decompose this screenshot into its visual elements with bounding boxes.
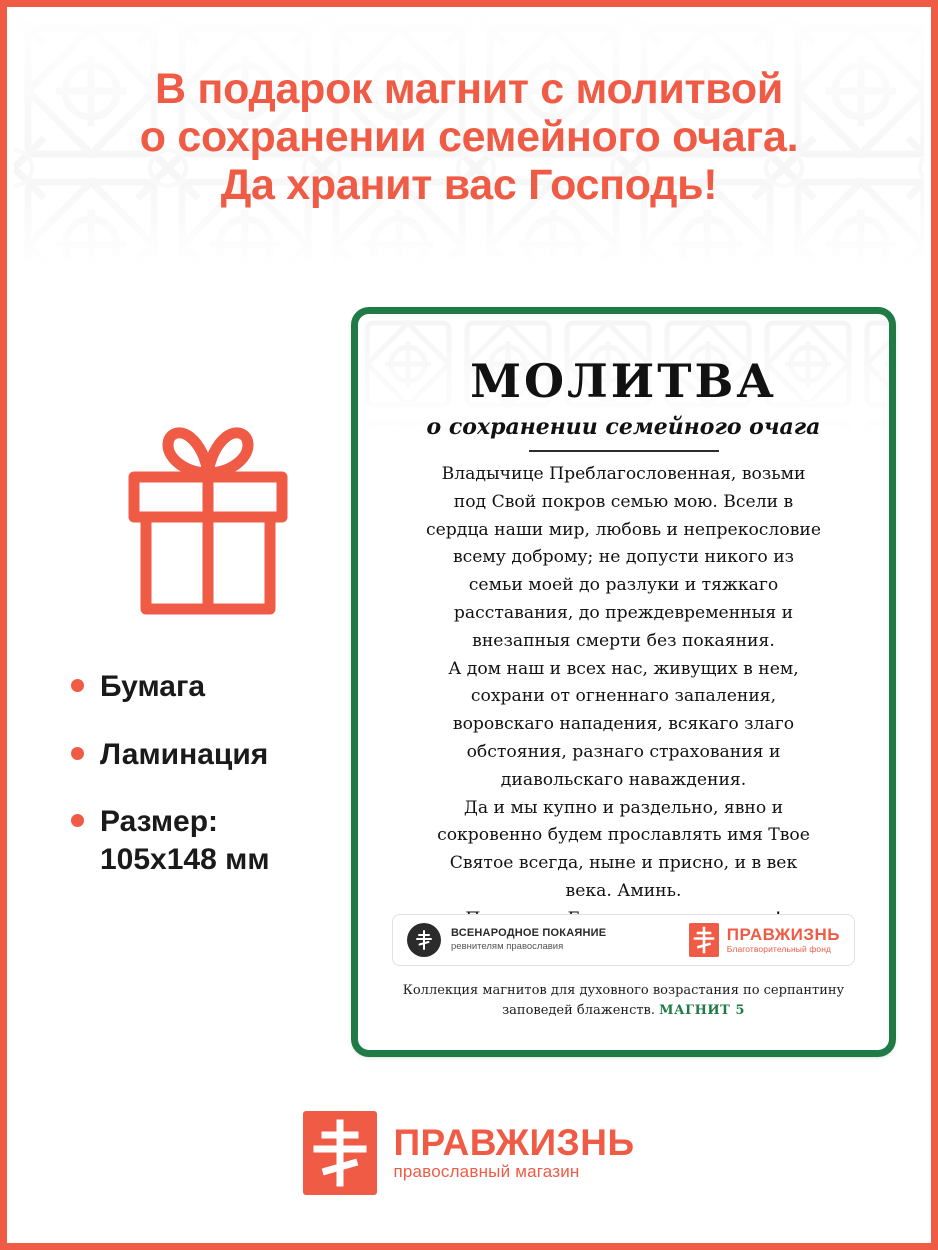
prayer-line: Владычице Преблагословенная, возьми [441, 464, 806, 484]
feature-label: Бумага [100, 670, 206, 703]
feature-label-size-line2: 105х148 мм [100, 842, 270, 876]
pravzhizn-cross-logo-icon [303, 1111, 377, 1195]
bullet-icon [71, 679, 84, 692]
prayer-line: сердца наши мир, любовь и непрекословие [425, 519, 822, 540]
card-badges [392, 914, 855, 966]
prayer-text [384, 462, 863, 933]
divider [529, 450, 719, 452]
feature-label-size [100, 803, 270, 878]
footer-brand [7, 1111, 931, 1195]
prayer-line: расставания, до преждевременныя и [453, 602, 794, 623]
prayer-subtitle: о сохранении семейного очага [426, 414, 821, 440]
list-item [71, 668, 353, 706]
magnet-number-tag: МАГНИТ 5 [659, 1002, 745, 1018]
prayer-line: А дом наш и всех нас, живущих в нем, [448, 658, 799, 679]
badge-pravzhizn [689, 923, 840, 957]
badge-brand-name: ПРАВЖИЗНЬ [726, 925, 840, 945]
feature-label: Ламинация [100, 737, 269, 771]
page-title-line3: Да хранит вас Господь! [220, 161, 718, 210]
prayer-line: под Свой покров семью мою. Всели в [453, 491, 794, 512]
card-caption [382, 981, 865, 1020]
gift-icon [108, 407, 308, 622]
badge-brand-subtitle: Благотворительный фонд [726, 943, 832, 954]
bullet-icon [71, 814, 84, 827]
prayer-line: Да и мы купно и раздельно, явно и [463, 797, 784, 818]
card-caption-line1: Коллекция магнитов для духовного возрастания по серпантину [402, 983, 845, 998]
list-item [71, 736, 353, 774]
prayer-line: века. Аминь. [565, 880, 682, 901]
prayer-line: диавольскаго наваждения. [500, 769, 747, 790]
badge-vsenarodnoe-pokayanie [407, 923, 689, 957]
footer-brand-name: ПРАВЖИЗНЬ [393, 1121, 635, 1163]
footer-brand-text [393, 1121, 635, 1183]
pravzhizn-cross-logo-icon [689, 923, 719, 957]
prayer-line: сокровенно будем прославлять имя Твое [437, 825, 810, 846]
card-caption-line2: заповедей блаженств. [502, 1002, 655, 1018]
prayer-title: МОЛИТВА [470, 354, 777, 408]
prayer-line: обстояния, разнаго страхования и [466, 741, 781, 762]
prayer-line: семьи моей до разлуки и тяжкаго [468, 575, 779, 596]
prayer-line: внезапныя смерти без покаяния. [472, 630, 775, 651]
prayer-card [351, 307, 896, 1057]
bullet-icon [71, 747, 84, 760]
prayer-line: Святое всегда, ныне и присно, и в век [449, 853, 798, 874]
page-title-line1: В подарок магнит с молитвой [155, 65, 783, 113]
feature-label-size-line1: Размер: [100, 805, 219, 838]
orthodox-cross-icon [407, 923, 441, 957]
prayer-line: всему доброму; не допусти никого из [452, 547, 795, 568]
footer-brand-subtitle: православный магазин [393, 1162, 580, 1182]
features-column [63, 407, 353, 908]
page-title [7, 65, 931, 209]
page-title-line2: о сохранении семейного очага. [139, 113, 799, 162]
badge-subtitle: ревнителям православия [451, 940, 564, 952]
prayer-line: сохрани от огненнаго запаления, [470, 686, 777, 707]
list-item [71, 803, 353, 878]
features-list [63, 668, 353, 878]
prayer-line: воровскаго нападения, всякаго злаго [452, 714, 795, 735]
badge-title: ВСЕНАРОДНОЕ ПОКАЯНИЕ [451, 927, 607, 940]
